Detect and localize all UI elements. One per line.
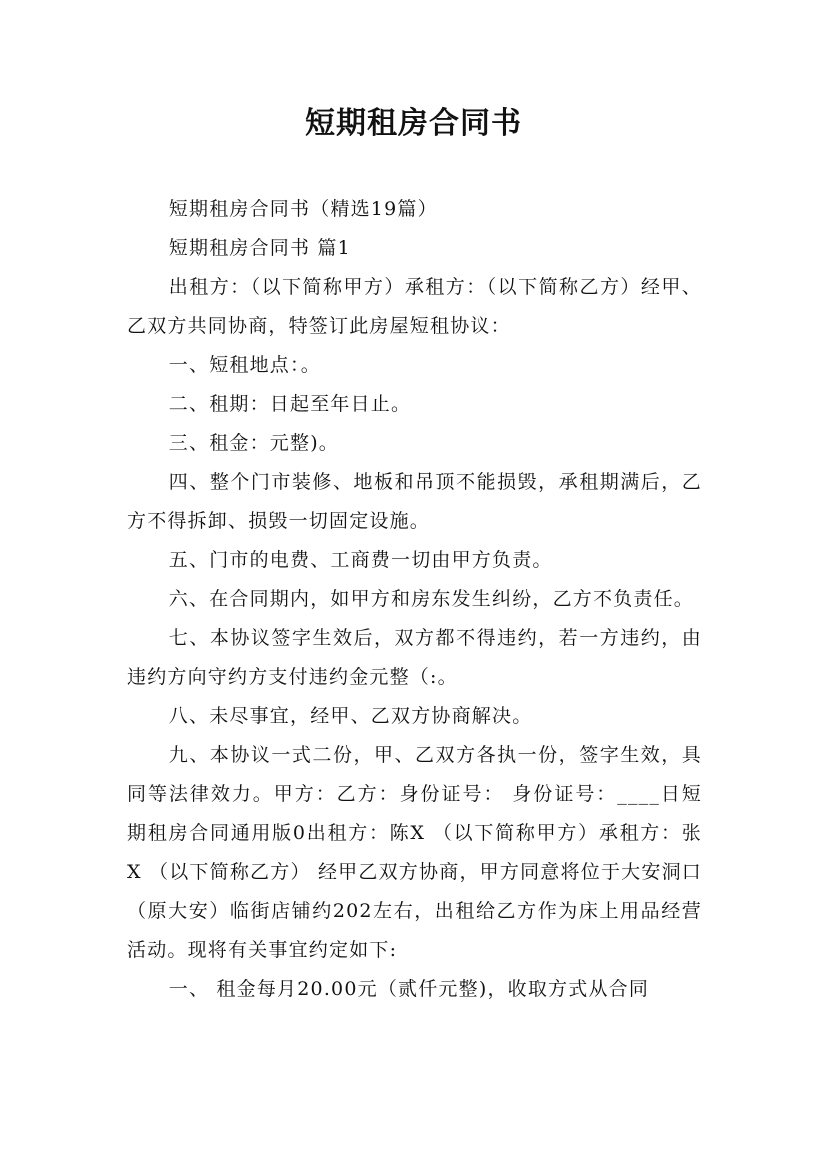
paragraph: 三、租金：元整)。 bbox=[168, 432, 340, 454]
paragraph: 四、整个门市装修、地板和吊顶不能损毁，承租期满后，乙方不得拆卸、损毁一切固定设施。 bbox=[127, 471, 702, 532]
paragraph: 一、 租金每月20.00元（贰仟元整)，收取方式从合同 bbox=[168, 978, 650, 1000]
paragraph: 短期租房合同书（精选19篇） bbox=[168, 198, 438, 220]
paragraph: 短期租房合同书 篇1 bbox=[168, 237, 351, 259]
paragraph: 七、本协议签字生效后，双方都不得违约，若一方违约，由违约方向守约方支付违约金元整（:。 bbox=[127, 627, 702, 688]
document-body bbox=[127, 190, 702, 1009]
paragraph: 五、门市的电费、工商费一切由甲方负责。 bbox=[168, 549, 553, 571]
paragraph: 一、短租地点：。 bbox=[168, 354, 321, 376]
paragraph: 八、未尽事宜，经甲、乙双方协商解决。 bbox=[168, 705, 533, 727]
paragraph: 二、租期：日起至年日止。 bbox=[168, 393, 412, 415]
paragraph: 六、在合同期内，如甲方和房东发生纠纷，乙方不负责任。 bbox=[168, 588, 694, 610]
paragraph: 九、本协议一式二份，甲、乙双方各执一份，签字生效，具同等法律效力。甲方：乙方：身份证号： 身份证号：____日短期租房合同通用版0出租方：陈X （以下简称甲方）承租方：张X （以下简称乙方） 经甲乙双方协商，甲方同意将位于大安洞口（原大安）临街店铺约202左右，出租给乙方作为床上用品经营活动。现将有关事宜约定如下: bbox=[127, 744, 702, 961]
document-title: 短期租房合同书 bbox=[305, 106, 522, 141]
paragraph: 出租方：（以下简称甲方）承租方：（以下简称乙方）经甲、乙双方共同协商，特签订此房屋短租协议： bbox=[127, 276, 702, 337]
